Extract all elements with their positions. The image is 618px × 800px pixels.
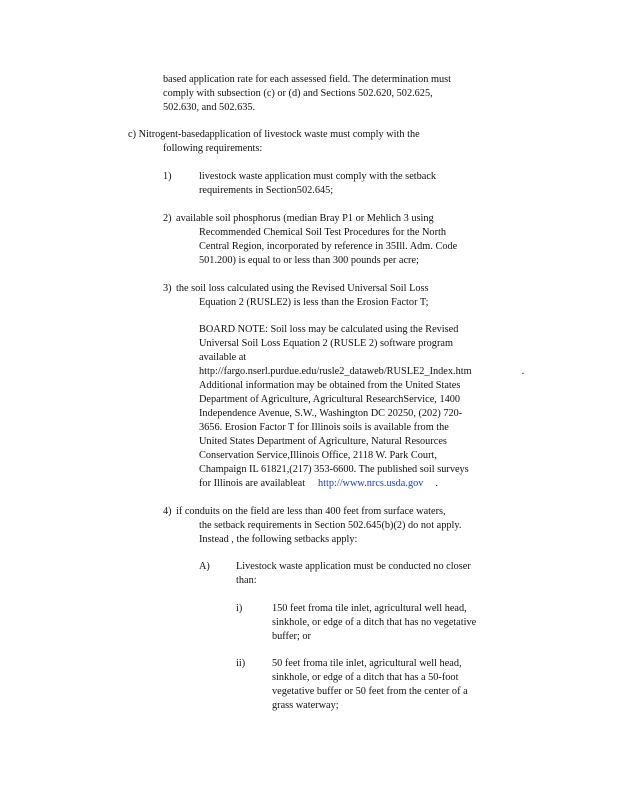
- text-line: Universal Soil Loss Equation 2 (RUSLE 2) software program: [199, 338, 453, 349]
- text-line: Recommended Chemical Soil Test Procedures for the North: [199, 227, 447, 238]
- text-line: c) Nitrogent-basedapplication of livestock waste must comply with the: [128, 129, 420, 140]
- text-line: available at: [199, 352, 247, 363]
- rusle2-url: http://fargo.nserl.purdue.edu/rusle2_dataweb/RUSLE2_Index.htm: [199, 366, 472, 377]
- intro-paragraph: [163, 73, 503, 115]
- text-line: Livestock waste application must be conducted no closer: [236, 561, 471, 572]
- text-line: Conservation Service,Illinois Office, 2118 W. Park Court,: [199, 450, 437, 461]
- text-line: the setback requirements in Section 502.645(b)(2) do not apply.: [199, 520, 462, 531]
- item-3-label: 3): [163, 283, 172, 294]
- item-ii-label: ii): [236, 658, 246, 669]
- item-3-text: [176, 282, 496, 310]
- item-4-text: [176, 505, 506, 547]
- text-line: 502.630, and 502.635.: [163, 102, 256, 113]
- text-line: if conduits on the field are less than 400 feet from surface waters,: [176, 506, 446, 517]
- url-trailing-dot: .: [521, 366, 525, 377]
- text-line-with-link: [199, 477, 519, 491]
- text-line: BOARD NOTE: Soil loss may be calculated using the Revised: [199, 324, 459, 335]
- text-line: Department of Agriculture, Agricultural ResearchService, 1400: [199, 394, 461, 405]
- text-segment: for Illinois are availableat: [199, 478, 306, 489]
- text-line: 150 feet froma tile inlet, agricultural well head,: [272, 603, 467, 614]
- item-ii-text: [272, 657, 512, 713]
- text-line: Independence Avenue, S.W., Washington DC 20250, (202) 720-: [199, 408, 463, 419]
- rusle2-url-line: [199, 365, 525, 379]
- item-1-label: 1): [163, 171, 172, 182]
- subsection-c: [128, 128, 473, 156]
- item-i-text: [272, 602, 512, 644]
- item-2-text: [176, 212, 496, 268]
- text-line: Central Region, incorporated by reference in 35Ill. Adm. Code: [199, 241, 458, 252]
- text-line: Equation 2 (RUSLE2) is less than the Erosion Factor T;: [199, 297, 429, 308]
- text-line: Instead , the following setbacks apply:: [199, 534, 358, 545]
- text-line: United States Department of Agriculture, Natural Resources: [199, 436, 447, 447]
- board-note: [199, 323, 525, 491]
- text-line: buffer; or: [272, 631, 311, 642]
- text-line: available soil phosphorus (median Bray P1 or Mehlich 3 using: [176, 213, 434, 224]
- text-line: 501.200) is equal to or less than 300 pounds per acre;: [199, 255, 419, 266]
- text-line: 50 feet froma tile inlet, agricultural well head,: [272, 658, 462, 669]
- text-line: 3656. Erosion Factor T for Illinois soils is available from the: [199, 422, 449, 433]
- text-line: sinkhole, or edge of a ditch that has no vegetative: [272, 617, 477, 628]
- text-line: sinkhole, or edge of a ditch that has a 50-foot: [272, 672, 459, 683]
- text-line: than:: [236, 575, 257, 586]
- text-line: based application rate for each assessed field. The determination must: [163, 74, 452, 85]
- item-2-label: 2): [163, 213, 172, 224]
- nrcs-link[interactable]: http://www.nrcs.usda.gov: [317, 478, 424, 489]
- item-4-label: 4): [163, 506, 172, 517]
- text-line: requirements in Section502.645;: [199, 185, 334, 196]
- text-line: vegetative buffer or 50 feet from the center of a: [272, 686, 468, 697]
- text-line: comply with subsection (c) or (d) and Sections 502.620, 502.625,: [163, 88, 433, 99]
- text-line: Champaign IL 61821,(217) 353-6600. The published soil surveys: [199, 464, 469, 475]
- item-1-text: [199, 170, 474, 198]
- item-a-text: [236, 560, 511, 588]
- text-line: the soil loss calculated using the Revised Universal Soil Loss: [176, 283, 429, 294]
- text-line: following requirements:: [163, 143, 263, 154]
- item-a-label: A): [199, 561, 210, 572]
- text-line: Additional information may be obtained from the United States: [199, 380, 461, 391]
- text-line: livestock waste application must comply with the setback: [199, 171, 437, 182]
- text-line: grass waterway;: [272, 700, 339, 711]
- link-end-dot: .: [435, 478, 438, 489]
- item-i-label: i): [236, 603, 243, 614]
